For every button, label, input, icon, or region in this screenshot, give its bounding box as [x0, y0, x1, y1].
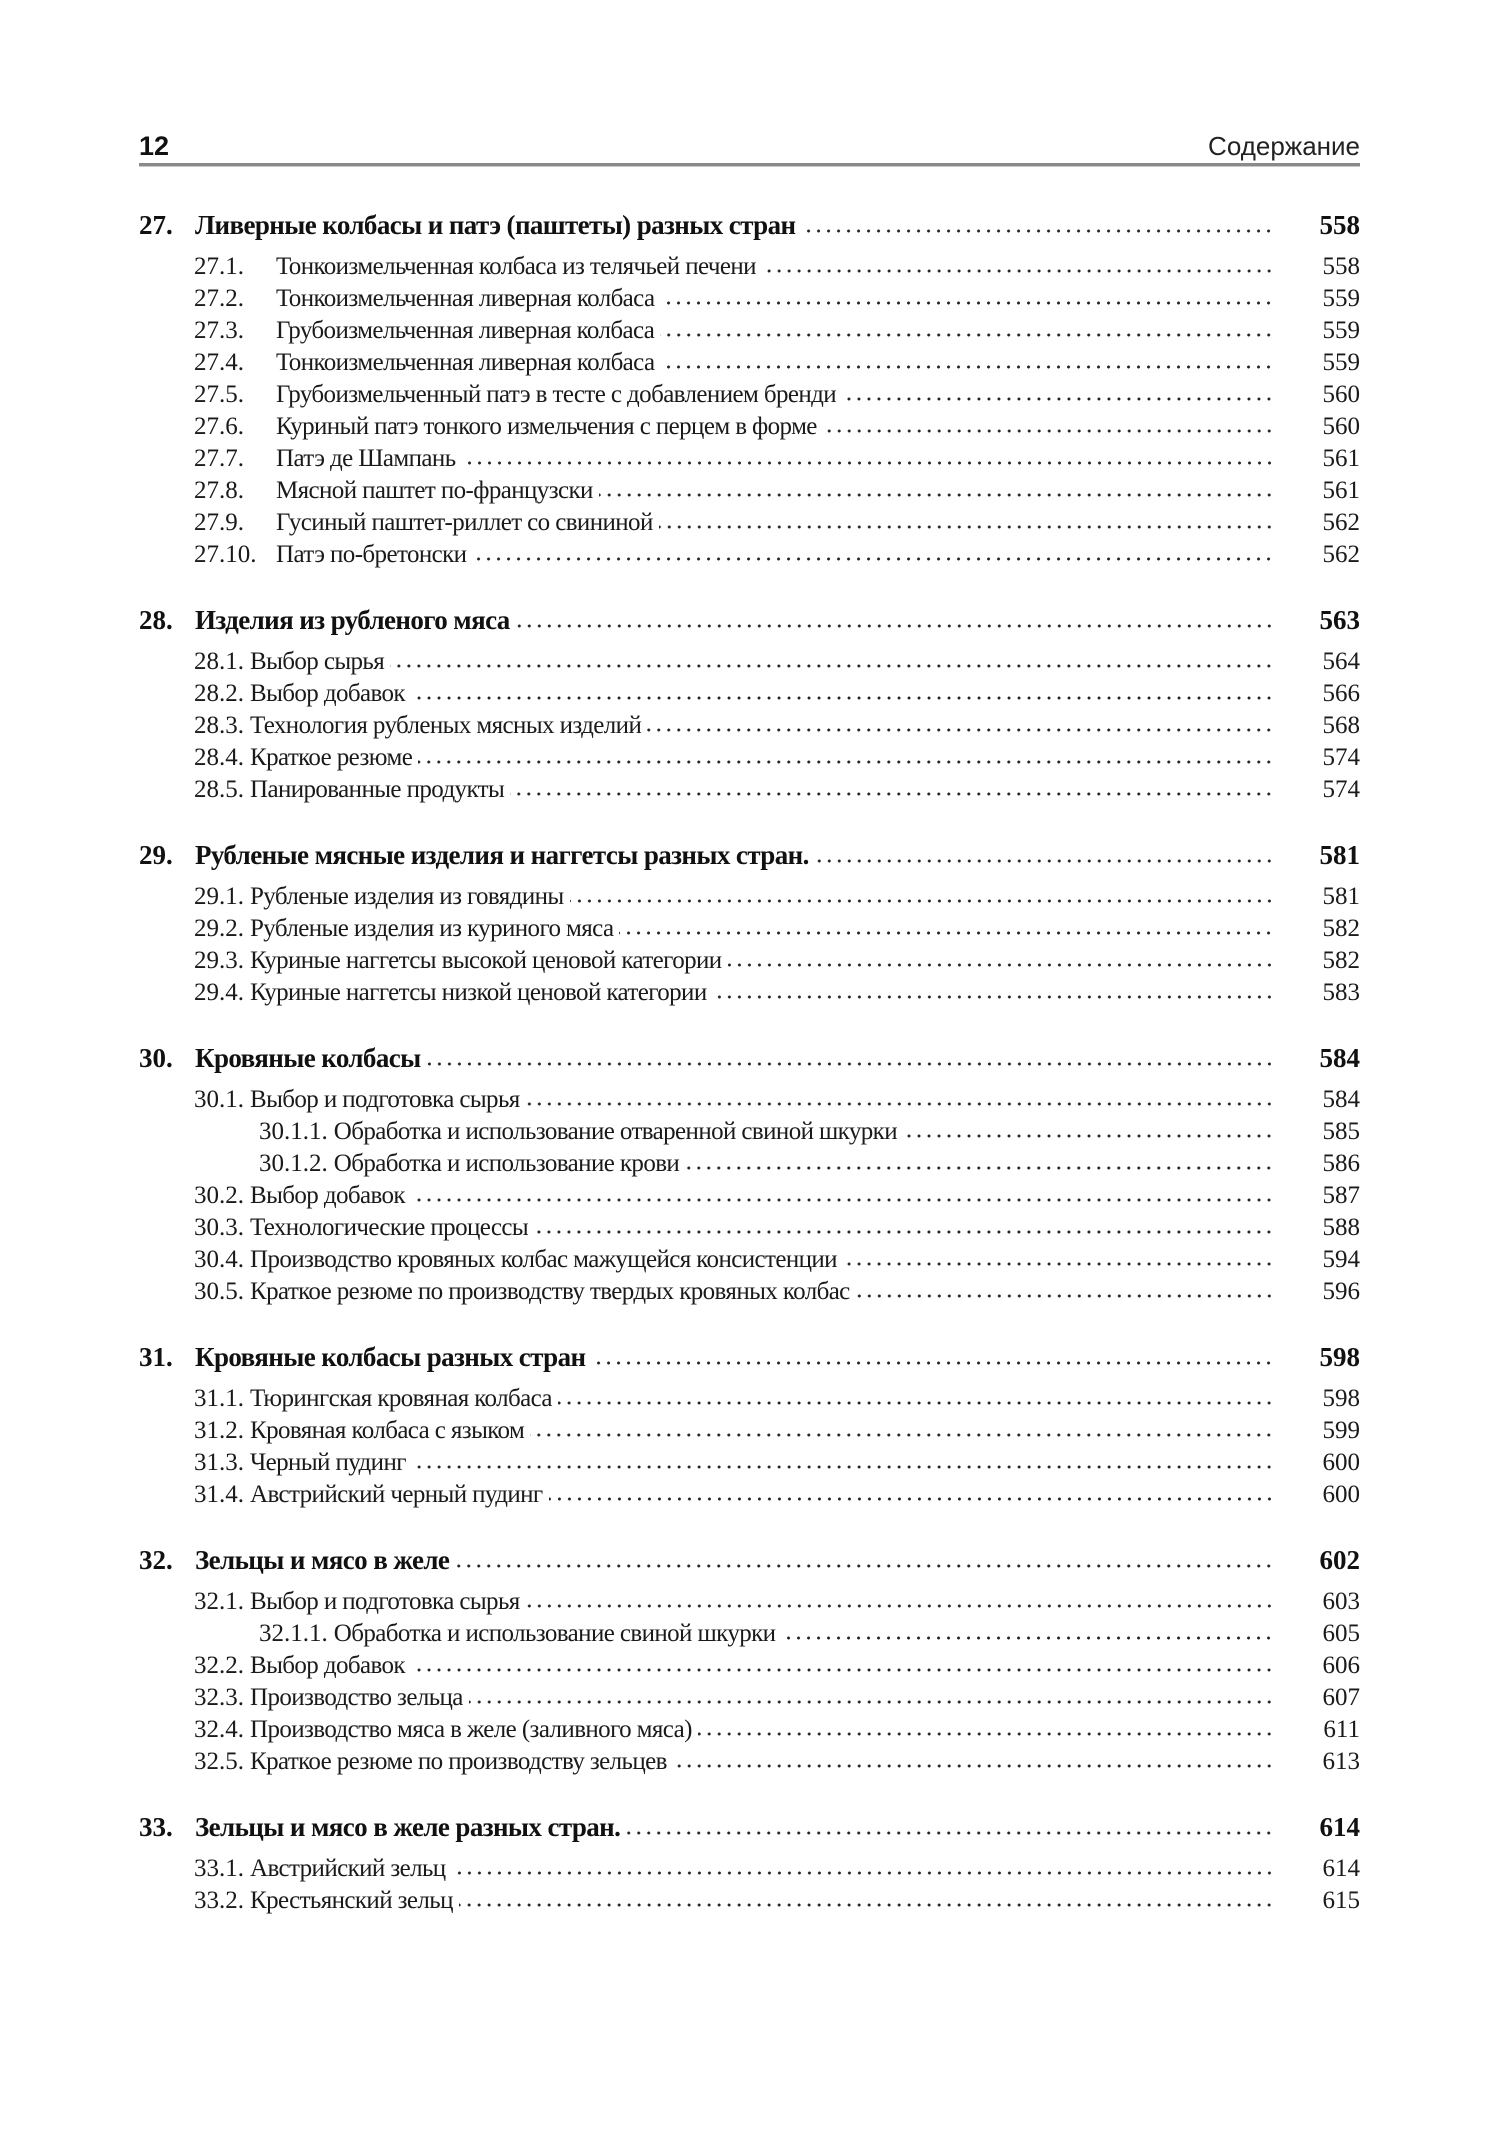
- entry-number: 27.5.: [194, 381, 244, 408]
- entry-number: 29.1.: [194, 883, 244, 910]
- entry-title: Зельцы и мясо в желе: [195, 1545, 450, 1575]
- entry-title: Рубленые мясные изделия и наггетсы разных стран.: [195, 840, 809, 870]
- entry-page: 603: [1322, 1588, 1360, 1615]
- entry-page: 574: [1322, 776, 1360, 803]
- dot-leader: [534, 1230, 1274, 1234]
- entry-number: 30.5.: [194, 1278, 244, 1305]
- entry-title: Обработка и использование отваренной свиной шкурки: [333, 1118, 897, 1145]
- entry-page: 600: [1322, 1481, 1360, 1508]
- dot-leader: [452, 1871, 1274, 1875]
- entry-page: 559: [1322, 285, 1360, 312]
- entry-title: Патэ по-бретонски: [276, 541, 467, 568]
- entry-page: 582: [1322, 947, 1360, 974]
- entry-page: 561: [1322, 477, 1360, 504]
- entry-page: 564: [1322, 648, 1360, 675]
- entry-number: 27.1.: [194, 253, 244, 280]
- entry-page: 596: [1322, 1278, 1360, 1305]
- entry-title: Производство кровяных колбас мажущейся консистенции: [250, 1246, 837, 1273]
- dot-leader: [418, 760, 1274, 764]
- entry-page: 584: [1319, 1043, 1360, 1073]
- entry-page: 598: [1322, 1385, 1360, 1412]
- toc-section[interactable]: [139, 315, 1360, 347]
- dot-leader: [856, 1294, 1274, 1298]
- entry-title: Грубоизмельченный патэ в тесте с добавлением бренди: [276, 381, 837, 408]
- dot-leader: [462, 461, 1275, 465]
- dot-leader: [673, 1764, 1274, 1768]
- entry-number: 30.1.: [194, 1086, 244, 1113]
- toc-section[interactable]: [139, 646, 1360, 678]
- entry-number: 27.10.: [194, 541, 257, 568]
- toc-section[interactable]: [139, 1212, 1360, 1244]
- entry-number: 32.: [139, 1545, 173, 1575]
- entry-number: 33.: [139, 1812, 173, 1842]
- dot-leader: [455, 1564, 1274, 1568]
- entry-page: 615: [1322, 1887, 1360, 1914]
- entry-title: Технологические процессы: [250, 1214, 529, 1241]
- entry-number: 31.3.: [194, 1449, 244, 1476]
- toc-chapter[interactable]: [139, 839, 1360, 871]
- entry-title: Кровяная колбаса с языком: [250, 1417, 525, 1444]
- entry-page: 558: [1322, 253, 1360, 280]
- entry-number: 27.3.: [194, 317, 244, 344]
- toc-chapter[interactable]: [139, 1042, 1360, 1074]
- toc-section[interactable]: [139, 1180, 1360, 1212]
- dot-leader: [459, 1903, 1274, 1907]
- entry-number: 30.1.2.: [259, 1150, 328, 1177]
- toc-section[interactable]: [139, 1447, 1360, 1479]
- entry-number: 32.4.: [194, 1716, 244, 1743]
- dot-leader: [842, 397, 1274, 401]
- toc-section[interactable]: [139, 1714, 1360, 1746]
- toc-section[interactable]: [139, 945, 1360, 977]
- entry-title: Тонкоизмельченная ливерная колбаса: [276, 285, 655, 312]
- entry-number: 29.2.: [194, 915, 244, 942]
- toc-section[interactable]: [139, 475, 1360, 507]
- toc-section[interactable]: [139, 1148, 1360, 1180]
- entry-title: Технология рубленых мясных изделий: [250, 712, 642, 739]
- toc-section[interactable]: [139, 379, 1360, 411]
- entry-page: 605: [1322, 1620, 1360, 1647]
- toc-section[interactable]: [139, 913, 1360, 945]
- entry-page: 614: [1322, 1855, 1360, 1882]
- entry-title: Зельцы и мясо в желе разных стран.: [195, 1812, 621, 1842]
- entry-page: 606: [1322, 1652, 1360, 1679]
- entry-title: Выбор и подготовка сырья: [250, 1588, 520, 1615]
- entry-page: 562: [1322, 509, 1360, 536]
- dot-leader: [549, 1497, 1274, 1501]
- entry-title: Выбор добавок: [250, 1182, 405, 1209]
- dot-leader: [510, 792, 1274, 796]
- toc-chapter[interactable]: [139, 604, 1360, 636]
- toc-section[interactable]: [139, 1682, 1360, 1714]
- entry-page: 561: [1322, 445, 1360, 472]
- dot-leader: [659, 525, 1274, 529]
- entry-title: Грубоизмельченная ливерная колбаса: [276, 317, 655, 344]
- toc-chapter[interactable]: [139, 1341, 1360, 1373]
- toc-section[interactable]: [139, 710, 1360, 742]
- toc-section[interactable]: [139, 881, 1360, 913]
- dot-leader: [801, 229, 1274, 233]
- dot-leader: [591, 1361, 1274, 1365]
- entry-page: 600: [1322, 1449, 1360, 1476]
- entry-title: Гусиный паштет-риллет со свининой: [276, 509, 653, 536]
- entry-number: 30.4.: [194, 1246, 244, 1273]
- entry-number: 28.4.: [194, 744, 244, 771]
- entry-page: 611: [1323, 1716, 1360, 1743]
- toc-chapter[interactable]: [139, 209, 1360, 241]
- entry-number: 27.: [139, 210, 173, 240]
- dot-leader: [558, 1401, 1274, 1405]
- entry-page: 594: [1322, 1246, 1360, 1273]
- entry-title: Производство зельца: [250, 1684, 463, 1711]
- dot-leader: [903, 1134, 1274, 1138]
- entry-page: 588: [1322, 1214, 1360, 1241]
- entry-number: 27.4.: [194, 349, 244, 376]
- entry-title: Рубленые изделия из говядины: [250, 883, 564, 910]
- entry-title: Австрийский черный пудинг: [250, 1481, 543, 1508]
- dot-leader: [728, 963, 1274, 967]
- toc-section[interactable]: [139, 774, 1360, 806]
- entry-page: 558: [1319, 210, 1360, 240]
- dot-leader: [713, 995, 1274, 999]
- entry-page: 602: [1319, 1545, 1360, 1575]
- entry-page: 562: [1322, 541, 1360, 568]
- entry-page: 585: [1322, 1118, 1360, 1145]
- toc-section[interactable]: [139, 347, 1360, 379]
- toc-section[interactable]: [139, 1084, 1360, 1116]
- entry-title: Черный пудинг: [250, 1449, 406, 1476]
- entry-title: Выбор добавок: [250, 1652, 405, 1679]
- entry-page: 560: [1322, 413, 1360, 440]
- dot-leader: [469, 1700, 1274, 1704]
- dot-leader: [815, 859, 1274, 863]
- entry-page: 574: [1322, 744, 1360, 771]
- entry-title: Кровяные колбасы: [195, 1043, 421, 1073]
- entry-number: 27.6.: [194, 413, 244, 440]
- dot-leader: [843, 1262, 1274, 1266]
- entry-number: 28.1.: [194, 648, 244, 675]
- toc-section[interactable]: [139, 1116, 1360, 1148]
- entry-number: 28.5.: [194, 776, 244, 803]
- entry-number: 30.3.: [194, 1214, 244, 1241]
- entry-number: 27.9.: [194, 509, 244, 536]
- page-number: 12: [139, 131, 170, 161]
- entry-number: 27.7.: [194, 445, 244, 472]
- toc-section[interactable]: [139, 1479, 1360, 1511]
- entry-page: 586: [1322, 1150, 1360, 1177]
- toc-section[interactable]: [139, 1650, 1360, 1682]
- dot-leader: [526, 1604, 1274, 1608]
- entry-number: 27.2.: [194, 285, 244, 312]
- dot-leader: [411, 1668, 1274, 1672]
- entry-number: 33.1.: [194, 1855, 244, 1882]
- dot-leader: [660, 301, 1274, 305]
- entry-page: 598: [1319, 1342, 1360, 1372]
- dot-leader: [626, 1831, 1274, 1835]
- entry-number: 30.: [139, 1043, 173, 1073]
- entry-page: 599: [1322, 1417, 1360, 1444]
- toc-section[interactable]: [139, 678, 1360, 710]
- toc-section[interactable]: [139, 539, 1360, 571]
- entry-title: Выбор и подготовка сырья: [250, 1086, 520, 1113]
- entry-title: Тонкоизмельченная ливерная колбаса: [276, 349, 655, 376]
- dot-leader: [472, 557, 1274, 561]
- entry-title: Куриные наггетсы высокой ценовой категории: [250, 947, 722, 974]
- entry-number: 33.2.: [194, 1887, 244, 1914]
- entry-title: Обработка и использование свиной шкурки: [333, 1620, 776, 1647]
- entry-page: 568: [1322, 712, 1360, 739]
- table-of-contents: [139, 209, 1360, 1917]
- entry-number: 28.2.: [194, 680, 244, 707]
- toc-section[interactable]: [139, 283, 1360, 315]
- dot-leader: [781, 1636, 1274, 1640]
- entry-page: 566: [1322, 680, 1360, 707]
- entry-number: 28.: [139, 605, 173, 635]
- running-title: Содержание: [1208, 131, 1360, 161]
- dot-leader: [412, 1465, 1274, 1469]
- dot-leader: [390, 664, 1274, 668]
- entry-page: 581: [1322, 883, 1360, 910]
- entry-number: 32.1.: [194, 1588, 244, 1615]
- dot-leader: [685, 1166, 1274, 1170]
- dot-leader: [599, 493, 1274, 497]
- entry-title: Куриный патэ тонкого измельчения с перцем в форме: [276, 413, 817, 440]
- dot-leader: [570, 899, 1274, 903]
- entry-title: Куриные наггетсы низкой ценовой категории: [250, 979, 707, 1006]
- dot-leader: [660, 365, 1274, 369]
- dot-leader: [516, 624, 1274, 628]
- entry-title: Выбор добавок: [250, 680, 405, 707]
- toc-section[interactable]: [139, 507, 1360, 539]
- entry-number: 32.1.1.: [259, 1620, 328, 1647]
- entry-page: 614: [1319, 1812, 1360, 1842]
- dot-leader: [762, 269, 1274, 273]
- entry-title: Мясной паштет по-французски: [276, 477, 593, 504]
- toc-section[interactable]: [139, 1415, 1360, 1447]
- toc-chapter[interactable]: [139, 1544, 1360, 1576]
- entry-page: 607: [1322, 1684, 1360, 1711]
- entry-title: Тюрингская кровяная колбаса: [250, 1385, 552, 1412]
- toc-section[interactable]: [139, 411, 1360, 443]
- toc-section[interactable]: [139, 1885, 1360, 1917]
- entry-number: 32.5.: [194, 1748, 244, 1775]
- entry-page: 563: [1319, 605, 1360, 635]
- entry-number: 29.4.: [194, 979, 244, 1006]
- entry-title: Кровяные колбасы разных стран: [195, 1342, 586, 1372]
- toc-section[interactable]: [139, 1383, 1360, 1415]
- entry-page: 587: [1322, 1182, 1360, 1209]
- entry-page: 583: [1322, 979, 1360, 1006]
- toc-section[interactable]: [139, 1276, 1360, 1308]
- entry-page: 581: [1319, 840, 1360, 870]
- entry-title: Панированные продукты: [250, 776, 505, 803]
- dot-leader: [411, 1198, 1274, 1202]
- toc-section[interactable]: [139, 742, 1360, 774]
- entry-number: 30.1.1.: [259, 1118, 328, 1145]
- entry-number: 31.: [139, 1342, 173, 1372]
- entry-number: 28.3.: [194, 712, 244, 739]
- toc-section[interactable]: [139, 1244, 1360, 1276]
- page-header: [139, 118, 1360, 162]
- dot-leader: [823, 429, 1274, 433]
- entry-title: Рубленые изделия из куриного мяса: [250, 915, 614, 942]
- dot-leader: [526, 1102, 1274, 1106]
- toc-section[interactable]: [139, 1618, 1360, 1650]
- entry-page: 560: [1322, 381, 1360, 408]
- entry-title: Изделия из рубленого мяса: [195, 605, 510, 635]
- entry-number: 29.3.: [194, 947, 244, 974]
- entry-number: 31.1.: [194, 1385, 244, 1412]
- dot-leader: [660, 333, 1274, 337]
- toc-chapter[interactable]: [139, 1811, 1360, 1843]
- entry-number: 30.2.: [194, 1182, 244, 1209]
- entry-title: Крестьянский зельц: [250, 1887, 453, 1914]
- dot-leader: [647, 728, 1274, 732]
- dot-leader: [698, 1732, 1274, 1736]
- entry-title: Тонкоизмельченная колбаса из телячьей печени: [276, 253, 756, 280]
- toc-section[interactable]: [139, 1853, 1360, 1885]
- entry-page: 559: [1322, 349, 1360, 376]
- toc-section[interactable]: [139, 1746, 1360, 1778]
- toc-section[interactable]: [139, 1586, 1360, 1618]
- entry-title: Краткое резюме: [250, 744, 413, 771]
- toc-section[interactable]: [139, 977, 1360, 1009]
- entry-title: Австрийский зельц: [250, 1855, 446, 1882]
- entry-number: 29.: [139, 840, 173, 870]
- dot-leader: [411, 696, 1274, 700]
- entry-title: Производство мяса в желе (заливного мяса): [250, 1716, 692, 1743]
- entry-page: 584: [1322, 1086, 1360, 1113]
- dot-leader: [427, 1062, 1274, 1066]
- entry-title: Обработка и использование крови: [333, 1150, 680, 1177]
- header-divider: [139, 163, 1360, 167]
- dot-leader: [619, 931, 1274, 935]
- entry-title: Выбор сырья: [250, 648, 385, 675]
- entry-page: 613: [1322, 1748, 1360, 1775]
- entry-title: Краткое резюме по производству зельцев: [250, 1748, 667, 1775]
- entry-title: Краткое резюме по производству твердых кровяных колбас: [250, 1278, 850, 1305]
- entry-number: 32.3.: [194, 1684, 244, 1711]
- toc-section[interactable]: [139, 251, 1360, 283]
- entry-number: 27.8.: [194, 477, 244, 504]
- entry-number: 32.2.: [194, 1652, 244, 1679]
- entry-number: 31.2.: [194, 1417, 244, 1444]
- entry-page: 559: [1322, 317, 1360, 344]
- entry-page: 582: [1322, 915, 1360, 942]
- dot-leader: [530, 1433, 1274, 1437]
- entry-title: Ливерные колбасы и патэ (паштеты) разных стран: [195, 210, 796, 240]
- entry-number: 31.4.: [194, 1481, 244, 1508]
- entry-title: Патэ де Шампань: [276, 445, 456, 472]
- toc-section[interactable]: [139, 443, 1360, 475]
